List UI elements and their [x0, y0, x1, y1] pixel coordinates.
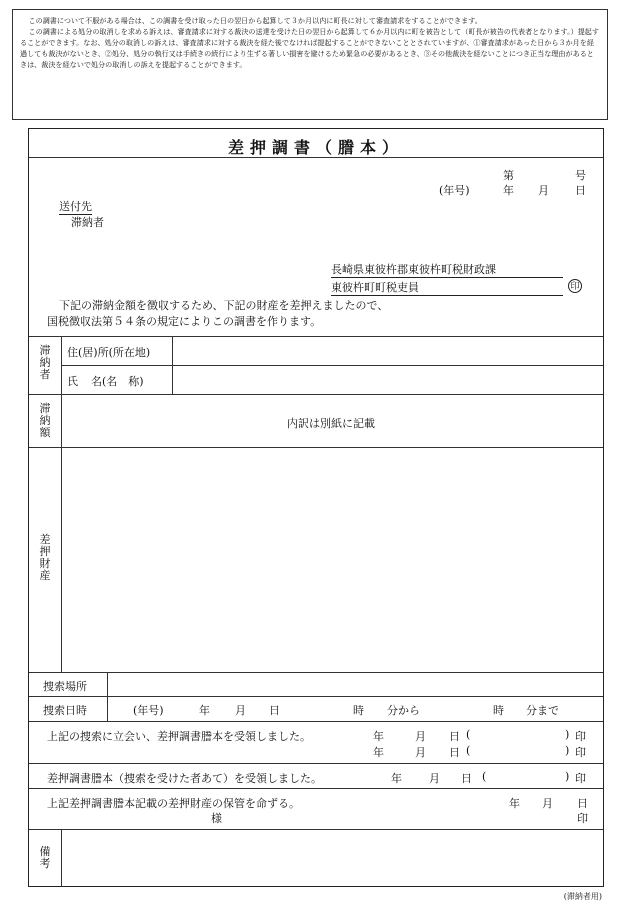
form-title: 差押調書（謄本）	[227, 138, 404, 157]
search-year: 年	[199, 704, 210, 717]
receipt-seal: 印	[575, 772, 586, 785]
search-datetime-label: 捜索日時	[43, 704, 87, 717]
section-delinquent: 滞納者	[39, 344, 51, 381]
divider	[29, 394, 603, 395]
custody-month: 月	[542, 797, 553, 810]
divider	[61, 365, 603, 366]
custody-year: 年	[509, 797, 520, 810]
notice-paragraph-2: この調書による処分の取消しを求める訴えは、審査請求に対する裁決の送達を受けた日の翌日から起算して６か月以内に町を被告として（町長が被告の代表者となります。）提起することができます。なお、処分の取消しの訴えは、審査請求に対する裁決を経た後でなければ提起することができないこととされていますが、①審査請求があった日から３か月を経過しても裁決がないとき、②処分、処分の執行又は手続きの続行により生ずる著しい損害を避けるため緊急の必要があるとき、③その他裁決を経ないことにつき正当な理由があるときは、裁決を経ないで処分の取消しの訴えを提起することができます。	[20, 27, 599, 69]
search-place-label: 捜索場所	[43, 680, 87, 693]
divider	[29, 672, 603, 673]
custody-day: 日	[577, 797, 588, 810]
divider	[29, 696, 603, 697]
witness-paren-open-1: (	[466, 728, 471, 741]
section-property: 差押財産	[39, 533, 51, 582]
custody-sama: 様	[211, 812, 222, 825]
receipt-paren-open: (	[482, 770, 487, 783]
date-month: 月	[538, 184, 549, 197]
seizure-record-form	[28, 128, 604, 887]
receipt-year: 年	[391, 772, 402, 785]
witness-seal-1: 印	[575, 730, 586, 743]
amount-text: 内訳は別紙に記載	[287, 417, 375, 430]
intro-line-1: 下記の滞納金額を徴収するため、下記の財産を差押えましたので、	[59, 299, 389, 312]
divider	[29, 788, 603, 789]
date-day: 日	[575, 184, 586, 197]
witness-seal-2: 印	[575, 746, 586, 759]
remarks-label: 備考	[39, 845, 51, 870]
name-label-second: 名(名 称)	[91, 375, 144, 388]
witness-month-1: 月	[415, 730, 426, 743]
divider	[29, 157, 603, 158]
witness-text: 上記の捜索に立会い、差押調書謄本を受領しました。	[47, 730, 311, 743]
divider	[29, 829, 603, 830]
notice-paragraph-1: この調書について不服がある場合は、この調書を受け取った日の翌日から起算して３か月以内に町長に対して審査請求をすることができます。	[28, 16, 482, 25]
search-era: (年号)	[133, 704, 164, 717]
date-year: 年	[503, 184, 514, 197]
divider	[29, 336, 603, 337]
copy-label: (滞納者用)	[563, 892, 602, 901]
search-day: 日	[269, 704, 280, 717]
witness-paren-close-2: )	[565, 744, 570, 757]
office-name: 長崎県東彼杵郡東彼杵町税財政課	[331, 261, 563, 278]
divider	[29, 721, 603, 722]
witness-year-1: 年	[373, 730, 384, 743]
divider	[107, 672, 108, 721]
number-go: 号	[575, 169, 586, 182]
witness-month-2: 月	[415, 746, 426, 759]
recipient-label: 送付先	[59, 200, 92, 213]
search-month: 月	[235, 704, 246, 717]
custody-text: 上記差押調書謄本記載の差押財産の保管を命ずる。	[47, 797, 300, 810]
search-hour-from: 時	[353, 704, 364, 717]
divider	[29, 763, 603, 764]
search-min-from: 分から	[387, 704, 420, 717]
custody-seal: 印	[577, 812, 588, 825]
divider	[61, 336, 62, 672]
divider	[172, 336, 173, 394]
intro-line-2: 国税徴収法第５４条の規定によりこの調書を作ります。	[47, 315, 322, 328]
witness-paren-close-1: )	[565, 728, 570, 741]
date-era: (年号)	[439, 184, 470, 197]
witness-day-1: 日	[449, 730, 460, 743]
address-label: 住(居)所(所在地)	[67, 346, 151, 359]
witness-day-2: 日	[449, 746, 460, 759]
officer-seal: 印	[568, 279, 582, 293]
divider	[61, 829, 62, 887]
divider	[29, 447, 603, 448]
receipt-text: 差押調書謄本（捜索を受けた者あて）を受領しました。	[47, 772, 322, 785]
witness-paren-open-2: (	[466, 744, 471, 757]
search-min-to: 分まで	[526, 704, 559, 717]
name-label-first: 氏	[67, 375, 78, 388]
search-hour-to: 時	[493, 704, 504, 717]
receipt-paren-close: )	[565, 770, 570, 783]
receipt-day: 日	[461, 772, 472, 785]
recipient-delinquent-label: 滞納者	[71, 216, 104, 229]
receipt-month: 月	[429, 772, 440, 785]
section-amount: 滞納額	[39, 402, 51, 439]
officer-title: 東彼杵町町税吏員	[331, 279, 563, 296]
witness-year-2: 年	[373, 746, 384, 759]
number-dai: 第	[503, 169, 514, 182]
appeal-notice	[12, 9, 608, 120]
